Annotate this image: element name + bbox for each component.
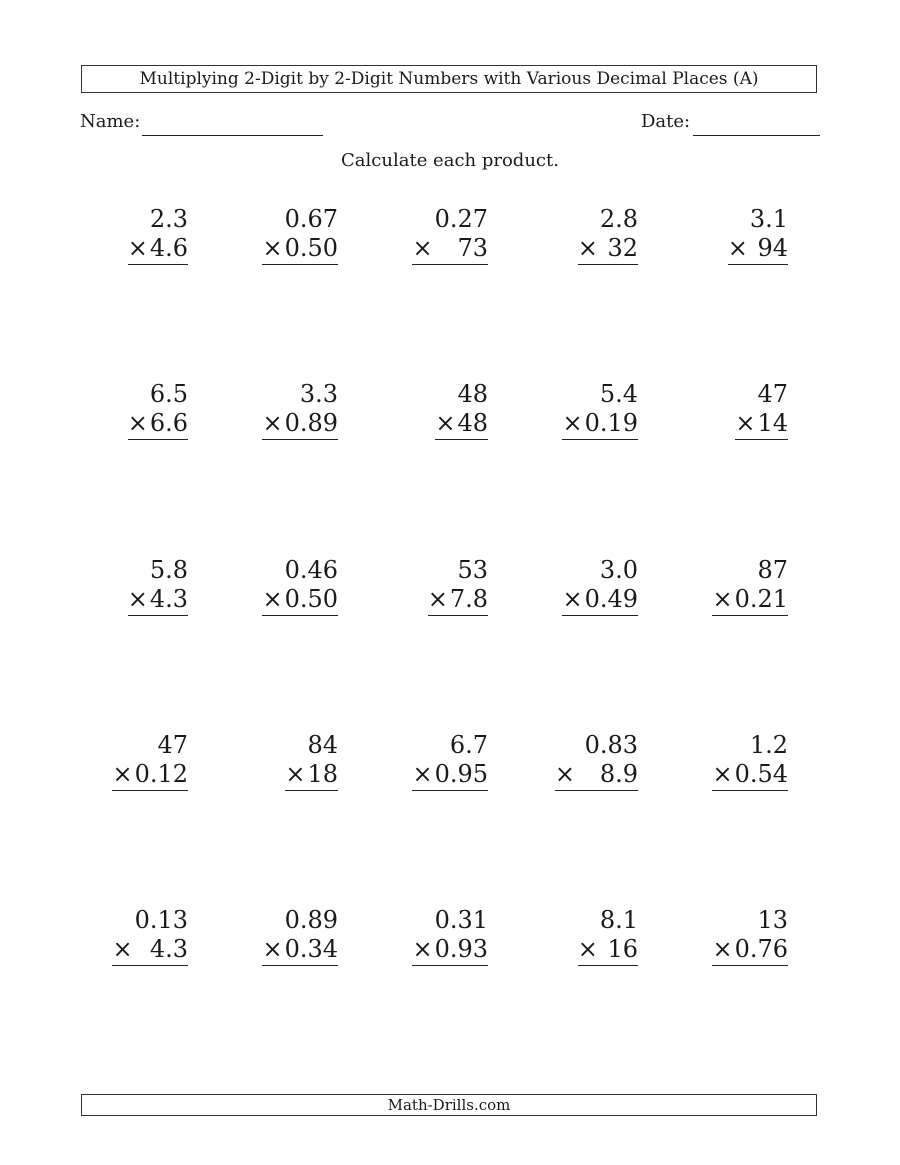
multiplicand: 53 <box>457 556 488 584</box>
problem-11 <box>58 555 188 625</box>
multiplier: 4.3 <box>149 585 188 613</box>
problem-5 <box>658 204 788 274</box>
times-sign: × <box>712 935 733 963</box>
multiplier: 4.6 <box>149 234 188 262</box>
multiplier: 7.8 <box>449 585 488 613</box>
multiplicand: 1.2 <box>749 731 788 759</box>
multiplier-row <box>555 759 638 791</box>
times-sign: × <box>262 935 283 963</box>
problem-10 <box>658 379 788 449</box>
times-sign: × <box>412 935 433 963</box>
multiplicand: 84 <box>307 731 338 759</box>
times-sign: × <box>412 760 433 788</box>
problem-4 <box>508 204 638 274</box>
problem-3 <box>358 204 488 274</box>
multiplier: 6.6 <box>149 409 188 437</box>
multiplier-row <box>712 584 788 616</box>
times-sign: × <box>577 935 598 963</box>
problem-17 <box>208 730 338 800</box>
multiplicand: 0.89 <box>284 906 338 934</box>
times-sign: × <box>412 234 433 262</box>
times-sign: × <box>262 409 283 437</box>
problem-8 <box>358 379 488 449</box>
multiplier-row <box>128 584 188 616</box>
times-sign: × <box>562 585 583 613</box>
times-sign: × <box>262 234 283 262</box>
multiplier-row <box>262 233 338 265</box>
multiplier: 8.9 <box>576 760 638 788</box>
multiplier-row <box>412 934 488 966</box>
times-sign: × <box>427 585 448 613</box>
multiplicand: 47 <box>757 380 788 408</box>
problem-20 <box>658 730 788 800</box>
problem-14 <box>508 555 638 625</box>
multiplicand: 6.5 <box>149 380 188 408</box>
times-sign: × <box>712 585 733 613</box>
times-sign: × <box>712 760 733 788</box>
problem-6 <box>58 379 188 449</box>
problem-1 <box>58 204 188 274</box>
problem-18 <box>358 730 488 800</box>
multiplier: 0.50 <box>284 234 338 262</box>
multiplier-row <box>735 408 788 440</box>
multiplicand: 5.4 <box>599 380 638 408</box>
times-sign: × <box>435 409 456 437</box>
multiplier-row <box>262 934 338 966</box>
multiplier: 0.49 <box>584 585 638 613</box>
multiplier-row <box>435 408 488 440</box>
multiplier-row <box>712 934 788 966</box>
problem-9 <box>508 379 638 449</box>
multiplier-row <box>562 408 638 440</box>
multiplier: 0.93 <box>434 935 488 963</box>
problem-13 <box>358 555 488 625</box>
multiplier-row <box>128 233 188 265</box>
multiplier-row <box>262 584 338 616</box>
multiplicand: 0.31 <box>434 906 488 934</box>
times-sign: × <box>727 234 748 262</box>
multiplier: 0.34 <box>284 935 338 963</box>
times-sign: × <box>127 234 148 262</box>
footer: Math-Drills.com <box>81 1094 817 1116</box>
multiplier-row <box>112 759 188 791</box>
multiplicand: 3.3 <box>299 380 338 408</box>
multiplier: 0.50 <box>284 585 338 613</box>
multiplicand: 47 <box>157 731 188 759</box>
multiplier-row <box>712 759 788 791</box>
date-label: Date: <box>641 111 691 132</box>
multiplier-row <box>728 233 788 265</box>
multiplicand: 48 <box>457 380 488 408</box>
multiplicand: 5.8 <box>149 556 188 584</box>
problem-2 <box>208 204 338 274</box>
multiplier: 0.89 <box>284 409 338 437</box>
problem-21 <box>58 905 188 975</box>
times-sign: × <box>562 409 583 437</box>
times-sign: × <box>262 585 283 613</box>
times-sign: × <box>127 585 148 613</box>
multiplicand: 87 <box>757 556 788 584</box>
problem-15 <box>658 555 788 625</box>
multiplier-row <box>428 584 488 616</box>
multiplier: 18 <box>307 760 338 788</box>
multiplier-row <box>262 408 338 440</box>
instruction-text: Calculate each product. <box>341 150 559 171</box>
multiplier-row <box>128 408 188 440</box>
multiplier-row <box>578 934 638 966</box>
problem-12 <box>208 555 338 625</box>
multiplicand: 2.3 <box>149 205 188 233</box>
times-sign: × <box>112 935 133 963</box>
problem-24 <box>508 905 638 975</box>
multiplicand: 0.13 <box>134 906 188 934</box>
multiplier: 16 <box>599 935 638 963</box>
multiplier: 94 <box>749 234 788 262</box>
multiplier: 0.21 <box>734 585 788 613</box>
multiplier: 32 <box>599 234 638 262</box>
problem-22 <box>208 905 338 975</box>
multiplier: 48 <box>457 409 488 437</box>
multiplier: 0.19 <box>584 409 638 437</box>
problem-16 <box>58 730 188 800</box>
multiplicand: 3.1 <box>749 205 788 233</box>
times-sign: × <box>285 760 306 788</box>
name-label: Name: <box>80 111 141 132</box>
times-sign: × <box>735 409 756 437</box>
multiplier-row <box>412 233 488 265</box>
multiplier: 0.12 <box>134 760 188 788</box>
multiplicand: 0.46 <box>284 556 338 584</box>
multiplicand: 13 <box>757 906 788 934</box>
problem-23 <box>358 905 488 975</box>
multiplier-row <box>285 759 338 791</box>
multiplicand: 0.83 <box>584 731 638 759</box>
multiplier: 0.54 <box>734 760 788 788</box>
multiplicand: 0.67 <box>284 205 338 233</box>
worksheet-title: Multiplying 2-Digit by 2-Digit Numbers with Various Decimal Places (A) <box>81 65 817 93</box>
multiplier-row <box>578 233 638 265</box>
times-sign: × <box>127 409 148 437</box>
multiplicand: 8.1 <box>599 906 638 934</box>
multiplier-row <box>562 584 638 616</box>
multiplier: 73 <box>434 234 488 262</box>
multiplicand: 6.7 <box>449 731 488 759</box>
problem-7 <box>208 379 338 449</box>
multiplier-row <box>112 934 188 966</box>
multiplicand: 2.8 <box>599 205 638 233</box>
multiplier: 4.3 <box>134 935 188 963</box>
times-sign: × <box>577 234 598 262</box>
multiplicand: 0.27 <box>434 205 488 233</box>
problem-19 <box>508 730 638 800</box>
problem-25 <box>658 905 788 975</box>
multiplier-row <box>412 759 488 791</box>
multiplier: 14 <box>757 409 788 437</box>
multiplier: 0.76 <box>734 935 788 963</box>
multiplicand: 3.0 <box>599 556 638 584</box>
times-sign: × <box>112 760 133 788</box>
times-sign: × <box>554 760 575 788</box>
multiplier: 0.95 <box>434 760 488 788</box>
